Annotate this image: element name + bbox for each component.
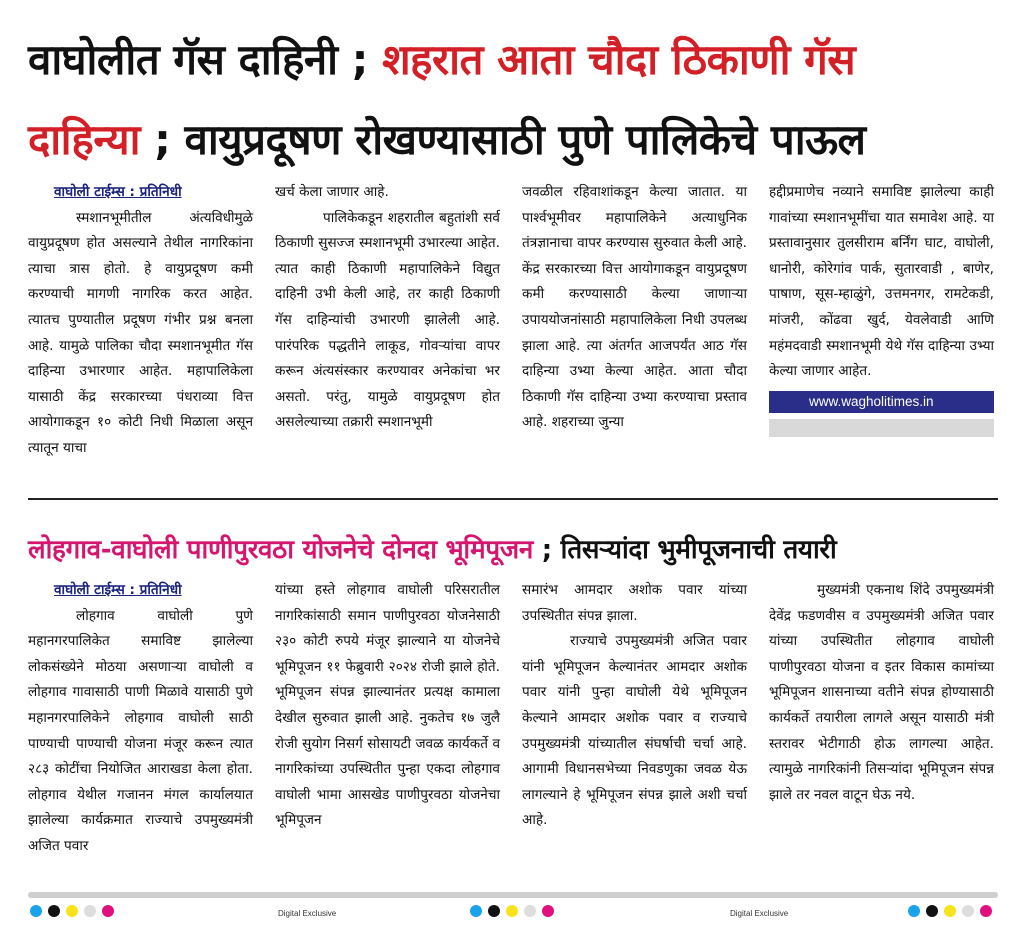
article-2-column-3 xyxy=(522,578,747,878)
footer-label-left: Digital Exclusive xyxy=(278,909,337,918)
dot-yellow xyxy=(506,905,518,917)
dot-black xyxy=(926,905,938,917)
headline-2 xyxy=(28,530,1000,566)
article-1-col4-text: हद्दीप्रमाणेच नव्याने समाविष्ट झालेल्या काही गावांच्या स्मशानभूमींचा यात समावेश आहे. या प्रस्तावानुसार तुलसीराम बर्निंग घाट, वाघोली, धानोरी, कोरेगांव पार्क, सुतारवाडी , बाणेर, पाषाण, सूस-म्हाळुंगे, उत्तमनगर, रामटेकडी, मांजरी, कोंढवा खुर्द, येवलेवाडी आणि महंमदवाडी स्मशानभूमी येथे गॅस दाहिन्या उभ्या केल्या जाणार आहेत. xyxy=(769,184,994,380)
article-2-column-2 xyxy=(275,578,500,878)
article-2-column-4 xyxy=(769,578,994,878)
dot-grey xyxy=(962,905,974,917)
dot-cyan xyxy=(30,905,42,917)
headline-1-part-red: शहरात आता चौदा ठिकाणी गॅस xyxy=(382,35,856,84)
dot-yellow xyxy=(944,905,956,917)
article-1-column-3 xyxy=(522,180,747,495)
article-2-col3-text-a: समारंभ आमदार अशोक पवार यांच्या उपस्थितीत संपन्न झाला. xyxy=(522,582,747,624)
grey-divider-bar xyxy=(769,419,994,437)
headline-2-part-magenta: लोहगाव-वाघोली पाणीपुरवठा योजनेचे दोनदा भूमिपूजन xyxy=(28,535,533,565)
dot-yellow xyxy=(66,905,78,917)
dot-magenta xyxy=(980,905,992,917)
article-1-col2-text-a: खर्च केला जाणार आहे. xyxy=(275,184,389,200)
section-divider xyxy=(28,498,998,500)
dot-magenta xyxy=(542,905,554,917)
article-2-byline: वाघोली टाईम्स : प्रतिनिधी xyxy=(54,582,182,598)
dot-black xyxy=(48,905,60,917)
dot-cyan xyxy=(908,905,920,917)
registration-dots-left xyxy=(30,905,114,917)
article-2-col2-text: यांच्या हस्ते लोहगाव वाघोली परिसरातील नागरिकांसाठी समान पाणीपुरवठा योजनेसाठी २३० कोटी रुपये मंजूर झाल्याने या योजनेचे भूमिपूजन ११ फेब्रुवारी २०२४ रोजी झाले होते. भूमिपूजन संपन्न झाल्यानंतर प्रत्यक्ष कामाला देखील सुरुवात झाली आहे. नुकतेच १७ जुलै रोजी सुयोग निसर्ग सोसायटी जवळ कार्यकर्ते व नागरिकांच्या उपस्थितीत पुन्हा एकदा लोहगाव वाघोली भामा आसखेड पाणीपुरवठा योजनेचा भूमिपूजन xyxy=(275,582,500,829)
registration-dots-center xyxy=(470,905,554,917)
dot-cyan xyxy=(470,905,482,917)
article-1-column-2 xyxy=(275,180,500,495)
headline-2-part-black: ; तिसऱ्यांदा भुमीपूजनाची तयारी xyxy=(533,535,837,565)
headline-1-line-1 xyxy=(28,30,1000,87)
dot-magenta xyxy=(102,905,114,917)
article-1-column-1 xyxy=(28,180,253,495)
article-2-col1-text: लोहगाव वाघोली पुणे महानगरपालिकेत समाविष्ट झालेल्या लोकसंख्येने मोठया असणाऱ्या वाघोली व लोहगाव गावासाठी पाणी मिळावे यासाठी पुणे महानगरपालिकेने लोहगाव वाघोली साठी पाण्याची पाण्याची योजना मंजूर करून त्यात २८३ कोटींचा नियोजित आराखडा केला होता. लोहगाव येथील गजानन मंगल कार्यालयात झालेल्या कार्यक्रमात राज्याचे उपमुख्यमंत्री अजित पवार xyxy=(28,607,253,854)
article-2-col3-text-b: राज्याचे उपमुख्यमंत्री अजित पवार यांनी भूमिपूजन केल्यानंतर आमदार अशोक पवार यांनी पुन्हा वाघोली येथे भूमिपूजन केल्याने आमदार अशोक पवार व राज्याचे उपमुख्यमंत्री यांच्यातील संघर्षाची चर्चा आहे. आगामी विधानसभेच्या निवडणुका जवळ येऊ लागल्याने हे भूमिपूजन संपन्न झाले अशी चर्चा आहे. xyxy=(522,633,747,829)
article-1-byline: वाघोली टाईम्स : प्रतिनिधी xyxy=(54,184,182,200)
website-banner[interactable]: www.wagholitimes.in xyxy=(769,391,994,413)
article-2-body xyxy=(28,578,998,878)
dot-grey xyxy=(524,905,536,917)
article-2-column-1 xyxy=(28,578,253,878)
article-1-col1-text: स्मशानभूमीतील अंत्यविधीमुळे वायुप्रदूषण होत असल्याने तेथील नागरिकांना त्याचा त्रास होतो. हे वायुप्रदूषण कमी करण्याची मागणी नागरिक करत आहेत. त्यातच पुण्यातील प्रदूषण गंभीर प्रश्न बनला आहे. यामुळे पालिका चौदा स्मशानभूमीत गॅस दाहिन्या उभारणार आहेत. महापालिकेला यासाठी केंद्र सरकारच्या पंधराव्या वित्त आयोगाकडून १० कोटी निधी मिळाला असून त्यातून याचा xyxy=(28,209,253,456)
registration-dots-right xyxy=(908,905,992,917)
article-1-body xyxy=(28,180,998,495)
footer-rule xyxy=(28,892,998,898)
headline-1-line-2 xyxy=(28,110,1000,167)
headline-1-part-black-2: ; वायुप्रदूषण रोखण्यासाठी पुणे पालिकेचे पाऊल xyxy=(140,115,866,164)
headline-1-part-red-2: दाहिन्या xyxy=(28,115,140,164)
article-1-column-4 xyxy=(769,180,994,495)
dot-grey xyxy=(84,905,96,917)
article-1-col3-text: जवळील रहिवाशांकडून केल्या जातात. या पार्श्वभूमीवर महापालिकेने अत्याधुनिक तंत्रज्ञानाचा वापर करण्यास सुरुवात केली आहे. केंद्र सरकारच्या वित्त आयोगाकडून वायुप्रदूषण कमी करण्यासाठी केल्या जाणाऱ्या उपाययोजनांसाठी महापालिकेला निधी उपलब्ध झाला आहे. त्या अंतर्गत आजपर्यंत आठ गॅस दाहिन्या उभ्या केल्या आहेत. आता चौदा ठिकाणी गॅस दाहिन्या उभ्या करण्याचा प्रस्ताव आहे. शहराच्या जुन्या xyxy=(522,184,747,431)
headline-1-part-black: वाघोलीत गॅस दाहिनी ; xyxy=(28,35,383,84)
article-2-col4-text: मुख्यमंत्री एकनाथ शिंदे उपमुख्यमंत्री देवेंद्र फडणवीस व उपमुख्यमंत्री अजित पवार यांच्या उपस्थितीत लोहगाव वाघोली पाणीपुरवठा योजना व इतर विकास कामांच्या भूमिपूजन शासनाच्या वतीने संपन्न होण्यासाठी कार्यकर्ते तयारीला लागले असून यासाठी मंत्री स्तरावर भेटीगाठी होऊ लागल्या आहेत. त्यामुळे नागरिकांनी तिसऱ्यांदा भूमिपूजन संपन्न झाले तर नवल वाटून घेऊ नये. xyxy=(769,582,994,803)
article-1-col2-text-b: पालिकेकडून शहरातील बहुतांशी सर्व ठिकाणी सुसज्ज स्मशानभूमी उभारल्या आहेत. त्यात काही ठिकाणी महापालिकेने विद्युत दाहिनी उभी केली आहे, तर काही ठिकाणी गॅस दाहिन्यांची उभारणी झालेली आहे. पारंपरिक पद्धतीने लाकूड, गोवऱ्यांचा वापर करून अंत्यसंस्कार करण्यावर अनेकांचा भर असतो. परंतु, यामुळे वायुप्रदूषण होत असलेल्याच्या तक्रारी स्मशानभूमी xyxy=(275,209,500,431)
dot-black xyxy=(488,905,500,917)
footer-label-right: Digital Exclusive xyxy=(730,909,789,918)
